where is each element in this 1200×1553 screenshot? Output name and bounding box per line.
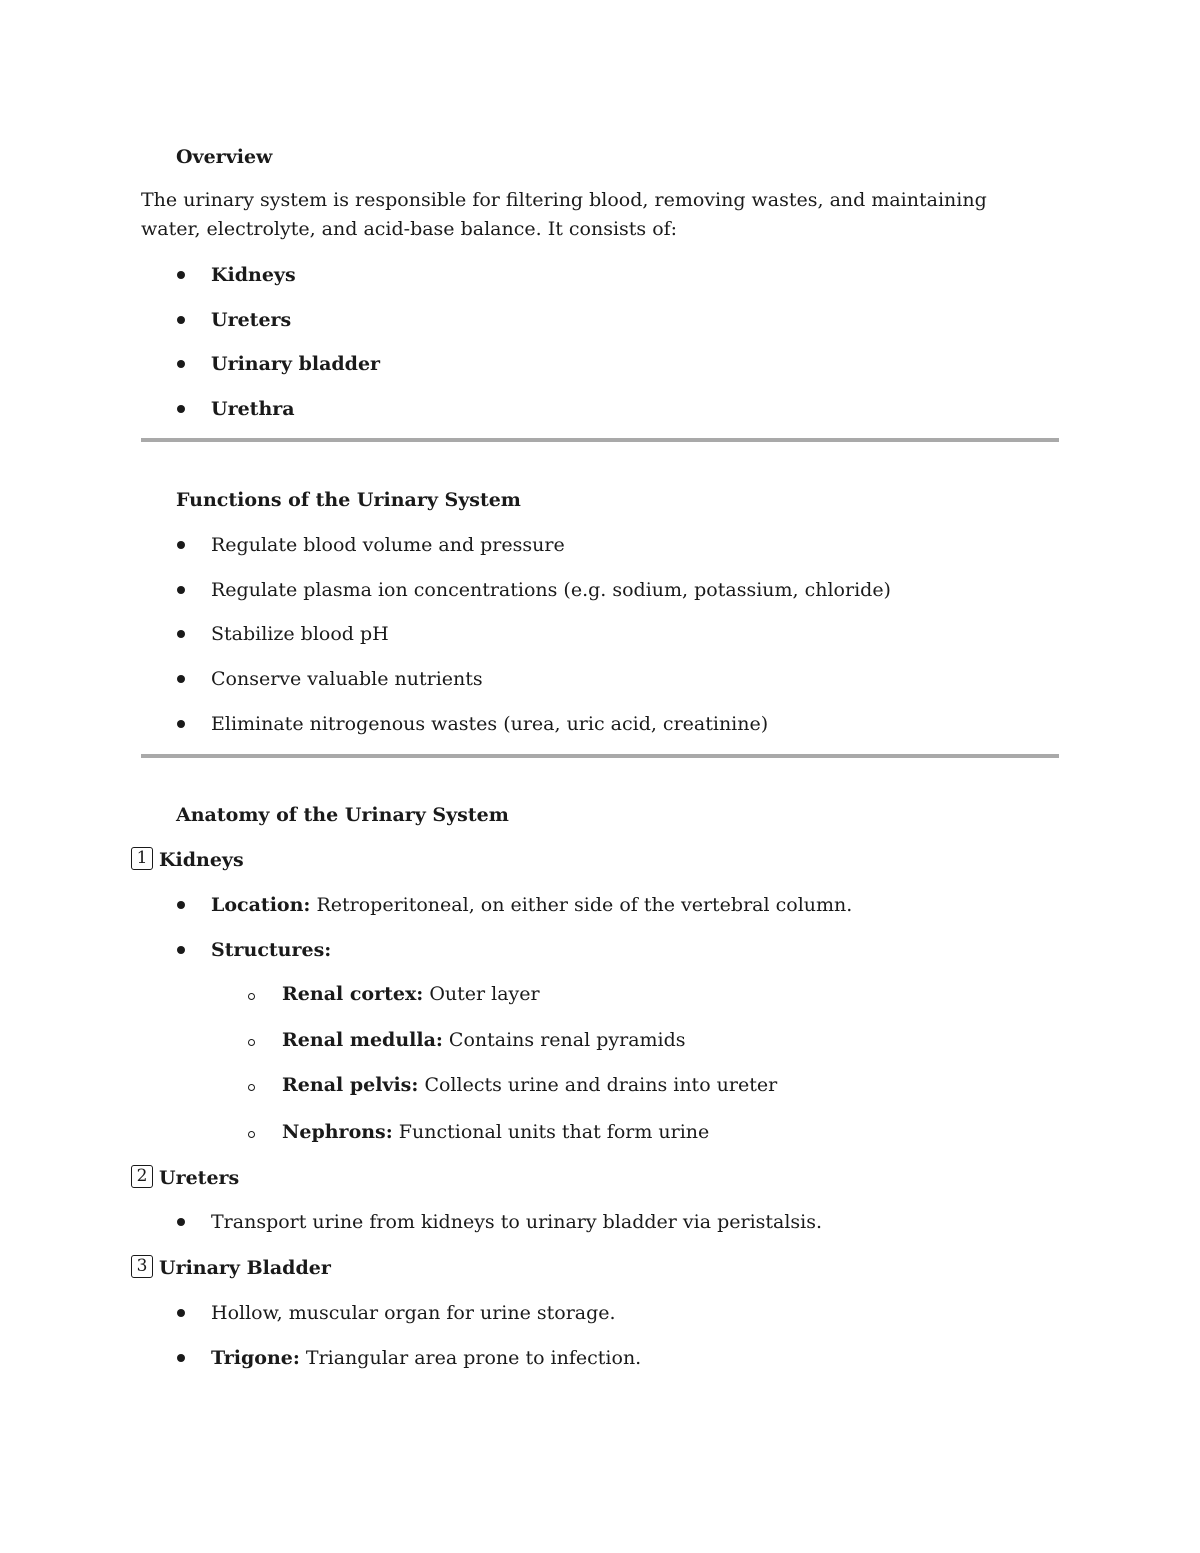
bullet-icon: [177, 901, 185, 909]
bladder-item: Hollow, muscular organ for urine storage.: [211, 1302, 616, 1324]
location-label: Location:: [211, 894, 311, 916]
section-divider: [141, 438, 1059, 442]
bullet-icon: [177, 720, 185, 728]
function-item: Regulate blood volume and pressure: [211, 534, 565, 556]
structure-label: Nephrons:: [282, 1121, 393, 1143]
function-item: Stabilize blood pH: [211, 623, 389, 645]
sub-bullet-icon: [248, 1131, 255, 1138]
function-item: Eliminate nitrogenous wastes (urea, uric acid, creatinine): [211, 713, 769, 735]
bullet-icon: [177, 360, 185, 368]
component-urethra: Urethra: [211, 398, 295, 420]
overview-heading: Overview: [176, 146, 273, 168]
anatomy-heading: Anatomy of the Urinary System: [176, 804, 509, 826]
structure-text: Functional units that form urine: [392, 1121, 710, 1143]
structure-label: Renal medulla:: [282, 1029, 443, 1051]
structures-label: Structures:: [211, 939, 332, 961]
bullet-icon: [177, 316, 185, 324]
bullet-icon: [177, 675, 185, 683]
sub-bullet-icon: [248, 1084, 255, 1091]
structure-item: [282, 982, 540, 1006]
structure-text: Contains renal pyramids: [442, 1029, 686, 1051]
kidneys-location: [211, 893, 852, 917]
number-badge-1: 1: [131, 847, 153, 870]
bullet-icon: [177, 586, 185, 594]
structure-item: [282, 1028, 686, 1052]
kidneys-title: Kidneys: [159, 849, 244, 871]
bullet-icon: [177, 541, 185, 549]
bladder-title: Urinary Bladder: [159, 1257, 331, 1279]
bullet-icon: [177, 1354, 185, 1362]
trigone-text: Triangular area prone to infection.: [299, 1347, 642, 1369]
number-badge-2: 2: [131, 1165, 153, 1188]
bullet-icon: [177, 405, 185, 413]
ureters-item: Transport urine from kidneys to urinary bladder via peristalsis.: [211, 1211, 823, 1233]
function-item: Conserve valuable nutrients: [211, 668, 483, 690]
location-text: Retroperitoneal, on either side of the vertebral column.: [310, 894, 853, 916]
component-kidneys: Kidneys: [211, 264, 296, 286]
overview-intro: The urinary system is responsible for filtering blood, removing wastes, and maintaining water, electrolyte, and acid-base balance. It consists of:: [141, 189, 987, 240]
trigone-label: Trigone:: [211, 1347, 300, 1369]
structure-text: Collects urine and drains into ureter: [418, 1074, 778, 1096]
section-divider: [141, 754, 1059, 758]
functions-heading: Functions of the Urinary System: [176, 489, 521, 511]
bullet-icon: [177, 1218, 185, 1226]
bullet-icon: [177, 271, 185, 279]
bladder-trigone: [211, 1346, 641, 1370]
sub-bullet-icon: [248, 993, 255, 1000]
structure-label: Renal cortex:: [282, 983, 424, 1005]
sub-bullet-icon: [248, 1039, 255, 1046]
structure-text: Outer layer: [423, 983, 540, 1005]
structure-item: [282, 1073, 777, 1097]
function-item: Regulate plasma ion concentrations (e.g. sodium, potassium, chloride): [211, 579, 891, 601]
bullet-icon: [177, 946, 185, 954]
bullet-icon: [177, 1309, 185, 1317]
component-bladder: Urinary bladder: [211, 353, 381, 375]
number-badge-3: 3: [131, 1255, 153, 1278]
bullet-icon: [177, 630, 185, 638]
structure-item: [282, 1120, 709, 1144]
structure-label: Renal pelvis:: [282, 1074, 419, 1096]
component-ureters: Ureters: [211, 309, 292, 331]
ureters-title: Ureters: [159, 1167, 240, 1189]
